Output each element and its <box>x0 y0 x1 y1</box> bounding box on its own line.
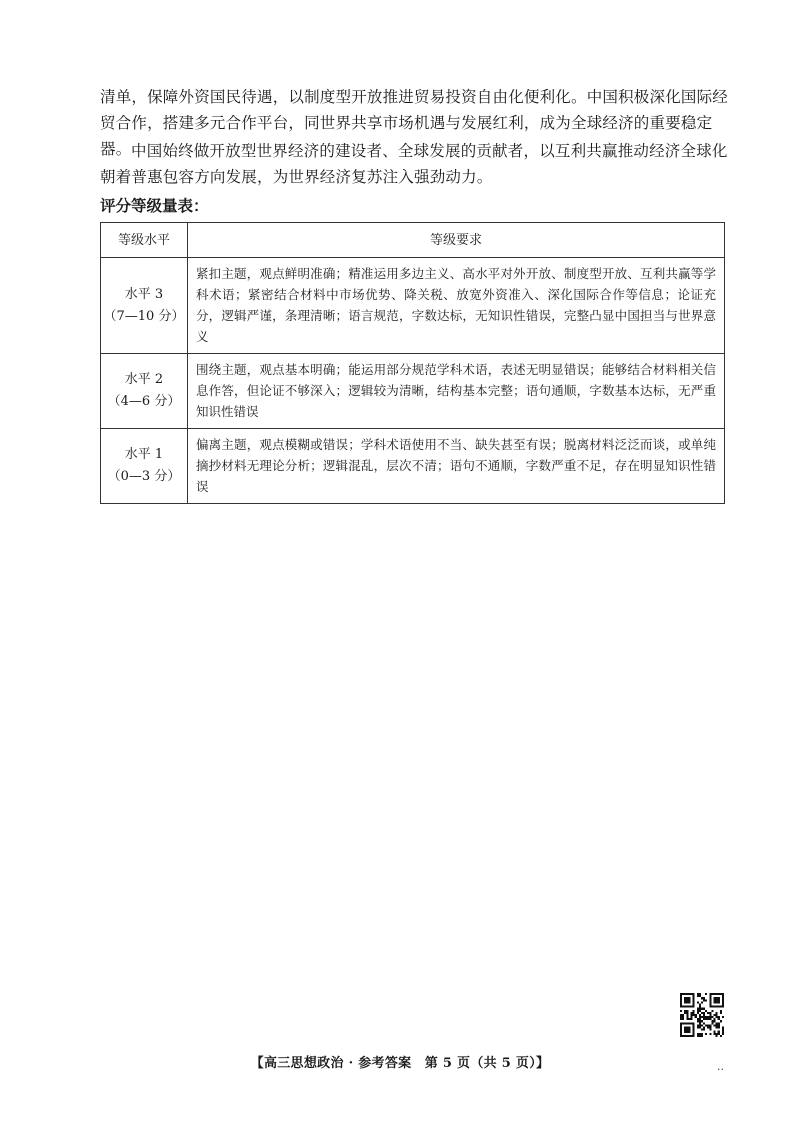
level-range: （7—10 分） <box>103 308 185 324</box>
level-cell <box>101 429 188 504</box>
table-row <box>101 258 725 354</box>
paragraph-2: 中国始终做开放型世界经济的建设者、全球发展的贡献者，以互利共赢推动经济全球化朝着普惠包容方向发展，为世界经济复苏注入强劲动力。 <box>100 142 728 186</box>
corner-mark: ·· <box>717 1063 724 1076</box>
header-requirement: 等级要求 <box>188 223 725 258</box>
rubric-title: 评分等级量表： <box>100 196 209 215</box>
requirement-cell: 紧扣主题，观点鲜明准确；精准运用多边主义、高水平对外开放、制度型开放、互利共赢等学科术语；紧密结合材料中市场优势、降关税、放宽外资准入、深化国际合作等信息；论证充分，逻辑严谨，条理清晰；语言规范，字数达标，无知识性错误，完整凸显中国担当与世界意义 <box>188 258 725 354</box>
table-row <box>101 354 725 429</box>
level-cell <box>101 258 188 354</box>
table-row <box>101 429 725 504</box>
level-name: 水平 3 <box>124 286 164 302</box>
page-footer: 【高三思想政治 · 参考答案 第 5 页（共 5 页）】 <box>250 1056 550 1071</box>
table-header-row <box>101 223 725 258</box>
qr-code <box>680 993 724 1037</box>
level-name: 水平 1 <box>124 447 164 462</box>
requirement-cell: 偏离主题，观点模糊或错误；学科术语使用不当、缺失甚至有误；脱离材料泛泛而谈，或单纯摘抄材料无理论分析；逻辑混乱，层次不清；语句不通顺，字数严重不足，存在明显知识性错误 <box>188 429 725 504</box>
header-level: 等级水平 <box>101 223 188 258</box>
level-range: （0—3 分） <box>107 469 181 484</box>
requirement-cell: 围绕主题，观点基本明确；能运用部分规范学科术语，表述无明显错误；能够结合材料相关信息作答，但论证不够深入；逻辑较为清晰，结构基本完整；语句通顺，字数基本达标，无严重知识性错误 <box>188 354 725 429</box>
level-name: 水平 2 <box>124 372 164 387</box>
level-cell <box>101 354 188 429</box>
paragraph-1: 清单，保障外资国民待遇，以制度型开放推进贸易投资自由化便利化。中国积极深化国际经贸合作，搭建多元合作平台，同世界共享市场机遇与发展红利，成为全球经济的重要稳定器。 <box>100 88 729 158</box>
rubric-table <box>100 222 725 504</box>
level-range: （4—6 分） <box>107 394 181 409</box>
